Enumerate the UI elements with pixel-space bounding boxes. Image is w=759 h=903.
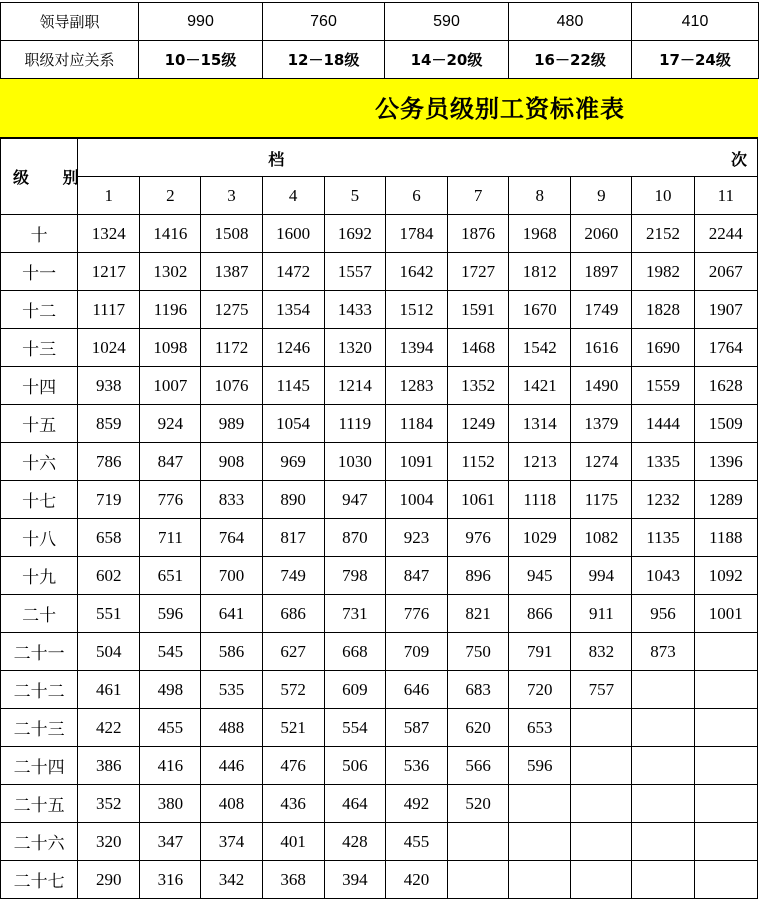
table-row <box>1 291 758 329</box>
salary-cell: 1054 <box>262 405 324 443</box>
salary-cell: 627 <box>262 633 324 671</box>
salary-cell <box>571 709 632 747</box>
grade-cell: 十四 <box>1 367 78 405</box>
step-number: 2 <box>140 177 201 215</box>
title-band <box>0 78 758 138</box>
salary-cell: 566 <box>448 747 509 785</box>
salary-cell: 2067 <box>694 253 757 291</box>
table-row <box>1 367 758 405</box>
leadership-row-value: 10－15级 <box>139 41 263 79</box>
table-row <box>1 329 758 367</box>
salary-cell: 866 <box>509 595 571 633</box>
step-header <box>78 139 758 177</box>
grade-cell: 二十七 <box>1 861 78 899</box>
salary-cell: 1812 <box>509 253 571 291</box>
grade-cell: 二十三 <box>1 709 78 747</box>
salary-cell: 1897 <box>571 253 632 291</box>
salary-cell <box>509 861 571 899</box>
salary-cell: 520 <box>448 785 509 823</box>
salary-cell: 1175 <box>571 481 632 519</box>
salary-cell: 347 <box>140 823 201 861</box>
step-number: 1 <box>78 177 140 215</box>
salary-cell: 1690 <box>632 329 694 367</box>
salary-cell: 764 <box>201 519 262 557</box>
leadership-row-value: 480 <box>509 3 632 41</box>
salary-cell: 596 <box>509 747 571 785</box>
grade-cell: 二十六 <box>1 823 78 861</box>
grade-cell: 十五 <box>1 405 78 443</box>
salary-cell: 847 <box>140 443 201 481</box>
salary-cell: 2152 <box>632 215 694 253</box>
salary-cell: 1509 <box>694 405 757 443</box>
salary-cell: 1433 <box>324 291 385 329</box>
salary-cell: 476 <box>262 747 324 785</box>
salary-cell: 653 <box>509 709 571 747</box>
step-header-ci: 次 <box>730 150 747 169</box>
header-row-dang <box>1 139 758 177</box>
salary-cell: 750 <box>448 633 509 671</box>
salary-cell <box>632 823 694 861</box>
salary-cell: 290 <box>78 861 140 899</box>
salary-cell: 602 <box>78 557 140 595</box>
salary-cell: 1828 <box>632 291 694 329</box>
salary-table <box>0 138 758 899</box>
salary-cell: 1214 <box>324 367 385 405</box>
salary-cell: 1749 <box>571 291 632 329</box>
table-row <box>1 253 758 291</box>
salary-cell: 1727 <box>448 253 509 291</box>
leadership-row-value: 760 <box>263 3 385 41</box>
grade-cell: 十 <box>1 215 78 253</box>
step-number: 5 <box>324 177 385 215</box>
salary-cell <box>448 823 509 861</box>
salary-cell <box>632 671 694 709</box>
salary-cell: 1320 <box>324 329 385 367</box>
salary-cell <box>694 785 757 823</box>
salary-cell: 380 <box>140 785 201 823</box>
salary-cell <box>694 709 757 747</box>
salary-cell: 859 <box>78 405 140 443</box>
salary-cell: 832 <box>571 633 632 671</box>
salary-cell: 620 <box>448 709 509 747</box>
table-row <box>1 633 758 671</box>
salary-cell: 1472 <box>262 253 324 291</box>
salary-cell: 646 <box>385 671 447 709</box>
salary-cell: 821 <box>448 595 509 633</box>
salary-cell: 1152 <box>448 443 509 481</box>
step-number: 7 <box>448 177 509 215</box>
grade-cell: 二十四 <box>1 747 78 785</box>
table-row <box>1 557 758 595</box>
salary-cell: 1354 <box>262 291 324 329</box>
salary-cell: 374 <box>201 823 262 861</box>
salary-cell <box>509 785 571 823</box>
salary-cell: 1335 <box>632 443 694 481</box>
salary-cell: 976 <box>448 519 509 557</box>
salary-cell: 446 <box>201 747 262 785</box>
salary-cell: 786 <box>78 443 140 481</box>
salary-cell: 651 <box>140 557 201 595</box>
leadership-row-value: 17－24级 <box>632 41 759 79</box>
grade-header: 级 别 <box>1 139 78 215</box>
salary-cell: 1043 <box>632 557 694 595</box>
salary-cell: 498 <box>140 671 201 709</box>
salary-cell: 352 <box>78 785 140 823</box>
salary-cell: 798 <box>324 557 385 595</box>
salary-cell: 1213 <box>509 443 571 481</box>
salary-cell: 609 <box>324 671 385 709</box>
salary-cell: 1387 <box>201 253 262 291</box>
salary-cell: 1061 <box>448 481 509 519</box>
salary-cell: 320 <box>78 823 140 861</box>
salary-cell: 1092 <box>694 557 757 595</box>
leadership-row <box>1 3 759 41</box>
leadership-table <box>0 2 759 79</box>
salary-cell: 1001 <box>694 595 757 633</box>
salary-cell: 1082 <box>571 519 632 557</box>
salary-cell: 956 <box>632 595 694 633</box>
salary-cell: 536 <box>385 747 447 785</box>
table-row <box>1 443 758 481</box>
salary-cell: 1004 <box>385 481 447 519</box>
salary-cell: 1642 <box>385 253 447 291</box>
salary-cell: 1135 <box>632 519 694 557</box>
salary-cell: 945 <box>509 557 571 595</box>
salary-cell <box>571 785 632 823</box>
salary-cell: 1591 <box>448 291 509 329</box>
salary-table-body <box>1 139 758 899</box>
table-row <box>1 595 758 633</box>
salary-cell: 1557 <box>324 253 385 291</box>
salary-cell: 1098 <box>140 329 201 367</box>
salary-cell: 1118 <box>509 481 571 519</box>
grade-cell: 二十一 <box>1 633 78 671</box>
salary-cell <box>448 861 509 899</box>
salary-cell: 1907 <box>694 291 757 329</box>
salary-cell: 911 <box>571 595 632 633</box>
salary-cell: 1416 <box>140 215 201 253</box>
salary-cell: 1490 <box>571 367 632 405</box>
grade-cell: 二十二 <box>1 671 78 709</box>
salary-cell: 586 <box>201 633 262 671</box>
salary-cell: 1188 <box>694 519 757 557</box>
salary-cell: 521 <box>262 709 324 747</box>
grade-cell: 二十 <box>1 595 78 633</box>
leadership-row-value: 410 <box>632 3 759 41</box>
salary-cell: 551 <box>78 595 140 633</box>
salary-cell: 1616 <box>571 329 632 367</box>
salary-cell: 1628 <box>694 367 757 405</box>
salary-cell: 720 <box>509 671 571 709</box>
salary-cell: 504 <box>78 633 140 671</box>
salary-cell: 420 <box>385 861 447 899</box>
salary-cell <box>571 823 632 861</box>
salary-cell: 719 <box>78 481 140 519</box>
salary-cell: 488 <box>201 709 262 747</box>
salary-cell <box>632 861 694 899</box>
salary-cell: 908 <box>201 443 262 481</box>
salary-cell: 1670 <box>509 291 571 329</box>
salary-cell: 686 <box>262 595 324 633</box>
leadership-row-value: 12－18级 <box>263 41 385 79</box>
salary-cell: 847 <box>385 557 447 595</box>
table-row <box>1 785 758 823</box>
salary-cell: 572 <box>262 671 324 709</box>
salary-cell: 535 <box>201 671 262 709</box>
salary-cell: 1468 <box>448 329 509 367</box>
step-number: 10 <box>632 177 694 215</box>
leadership-row-label: 领导副职 <box>1 3 139 41</box>
salary-cell: 1029 <box>509 519 571 557</box>
salary-cell <box>571 861 632 899</box>
salary-cell: 1274 <box>571 443 632 481</box>
grade-cell: 十六 <box>1 443 78 481</box>
salary-cell <box>571 747 632 785</box>
salary-cell: 683 <box>448 671 509 709</box>
salary-cell: 554 <box>324 709 385 747</box>
salary-cell: 1968 <box>509 215 571 253</box>
salary-cell: 1117 <box>78 291 140 329</box>
leadership-row-value: 16－22级 <box>509 41 632 79</box>
salary-cell: 1232 <box>632 481 694 519</box>
salary-cell: 1324 <box>78 215 140 253</box>
salary-cell: 938 <box>78 367 140 405</box>
salary-cell: 947 <box>324 481 385 519</box>
salary-cell: 1145 <box>262 367 324 405</box>
leadership-row-value: 590 <box>385 3 509 41</box>
table-row <box>1 709 758 747</box>
salary-cell: 776 <box>140 481 201 519</box>
salary-cell: 1379 <box>571 405 632 443</box>
leadership-row-label: 职级对应关系 <box>1 41 139 79</box>
salary-cell: 1784 <box>385 215 447 253</box>
salary-cell: 890 <box>262 481 324 519</box>
step-number: 4 <box>262 177 324 215</box>
salary-cell: 428 <box>324 823 385 861</box>
salary-cell: 455 <box>140 709 201 747</box>
salary-cell: 924 <box>140 405 201 443</box>
salary-cell <box>509 823 571 861</box>
salary-cell: 668 <box>324 633 385 671</box>
grade-cell: 十二 <box>1 291 78 329</box>
salary-cell: 870 <box>324 519 385 557</box>
salary-cell: 1024 <box>78 329 140 367</box>
salary-cell: 923 <box>385 519 447 557</box>
salary-cell: 791 <box>509 633 571 671</box>
table-row <box>1 671 758 709</box>
leadership-row-value: 990 <box>139 3 263 41</box>
salary-cell: 1217 <box>78 253 140 291</box>
table-row <box>1 747 758 785</box>
salary-cell <box>694 823 757 861</box>
salary-cell: 1091 <box>385 443 447 481</box>
salary-cell: 436 <box>262 785 324 823</box>
salary-cell: 2244 <box>694 215 757 253</box>
step-header-dang: 档 <box>268 150 285 169</box>
salary-cell: 896 <box>448 557 509 595</box>
page-title: 公务员级别工资标准表 <box>375 95 625 123</box>
salary-cell: 1119 <box>324 405 385 443</box>
salary-cell: 401 <box>262 823 324 861</box>
salary-cell: 1764 <box>694 329 757 367</box>
salary-cell: 1007 <box>140 367 201 405</box>
salary-cell: 1396 <box>694 443 757 481</box>
salary-cell: 711 <box>140 519 201 557</box>
salary-cell: 873 <box>632 633 694 671</box>
salary-cell: 492 <box>385 785 447 823</box>
salary-cell: 1172 <box>201 329 262 367</box>
salary-cell: 1352 <box>448 367 509 405</box>
salary-cell: 1283 <box>385 367 447 405</box>
salary-cell: 776 <box>385 595 447 633</box>
salary-cell: 1542 <box>509 329 571 367</box>
salary-cell: 1394 <box>385 329 447 367</box>
salary-cell: 1246 <box>262 329 324 367</box>
salary-cell: 1600 <box>262 215 324 253</box>
salary-cell: 817 <box>262 519 324 557</box>
grade-cell: 十三 <box>1 329 78 367</box>
salary-cell: 641 <box>201 595 262 633</box>
step-number: 11 <box>694 177 757 215</box>
salary-cell: 1076 <box>201 367 262 405</box>
salary-cell: 386 <box>78 747 140 785</box>
salary-cell: 833 <box>201 481 262 519</box>
salary-cell: 658 <box>78 519 140 557</box>
salary-cell: 342 <box>201 861 262 899</box>
salary-cell: 596 <box>140 595 201 633</box>
salary-cell: 506 <box>324 747 385 785</box>
salary-cell: 455 <box>385 823 447 861</box>
salary-cell: 2060 <box>571 215 632 253</box>
grade-cell: 二十五 <box>1 785 78 823</box>
salary-cell: 416 <box>140 747 201 785</box>
salary-cell: 408 <box>201 785 262 823</box>
table-row <box>1 823 758 861</box>
salary-cell: 461 <box>78 671 140 709</box>
step-number: 6 <box>385 177 447 215</box>
salary-cell: 316 <box>140 861 201 899</box>
salary-cell <box>694 747 757 785</box>
salary-cell: 368 <box>262 861 324 899</box>
leadership-row <box>1 41 759 79</box>
salary-cell: 1314 <box>509 405 571 443</box>
salary-cell: 969 <box>262 443 324 481</box>
step-number: 3 <box>201 177 262 215</box>
salary-cell: 1196 <box>140 291 201 329</box>
salary-cell <box>694 633 757 671</box>
salary-cell: 1559 <box>632 367 694 405</box>
salary-cell: 422 <box>78 709 140 747</box>
salary-cell: 1508 <box>201 215 262 253</box>
grade-cell: 十九 <box>1 557 78 595</box>
salary-cell: 1444 <box>632 405 694 443</box>
table-row <box>1 861 758 899</box>
table-row <box>1 405 758 443</box>
salary-cell <box>632 709 694 747</box>
salary-cell: 1692 <box>324 215 385 253</box>
salary-cell: 1421 <box>509 367 571 405</box>
leadership-table-body <box>1 3 759 79</box>
grade-cell: 十一 <box>1 253 78 291</box>
salary-cell: 545 <box>140 633 201 671</box>
salary-cell: 1249 <box>448 405 509 443</box>
step-number: 8 <box>509 177 571 215</box>
salary-cell: 394 <box>324 861 385 899</box>
grade-cell: 十七 <box>1 481 78 519</box>
salary-cell: 1876 <box>448 215 509 253</box>
salary-cell: 1289 <box>694 481 757 519</box>
salary-cell: 994 <box>571 557 632 595</box>
salary-cell <box>632 785 694 823</box>
salary-cell: 1184 <box>385 405 447 443</box>
grade-cell: 十八 <box>1 519 78 557</box>
header-row-steps <box>1 177 758 215</box>
salary-cell: 709 <box>385 633 447 671</box>
salary-cell: 757 <box>571 671 632 709</box>
salary-cell: 1030 <box>324 443 385 481</box>
salary-cell: 700 <box>201 557 262 595</box>
salary-cell: 1982 <box>632 253 694 291</box>
salary-cell <box>632 747 694 785</box>
salary-cell: 731 <box>324 595 385 633</box>
table-row <box>1 215 758 253</box>
salary-cell: 989 <box>201 405 262 443</box>
salary-cell: 1512 <box>385 291 447 329</box>
salary-cell: 749 <box>262 557 324 595</box>
salary-cell: 1302 <box>140 253 201 291</box>
salary-cell: 464 <box>324 785 385 823</box>
salary-cell: 1275 <box>201 291 262 329</box>
salary-cell <box>694 861 757 899</box>
leadership-row-value: 14－20级 <box>385 41 509 79</box>
salary-cell <box>694 671 757 709</box>
table-row <box>1 519 758 557</box>
table-row <box>1 481 758 519</box>
salary-cell: 587 <box>385 709 447 747</box>
step-number: 9 <box>571 177 632 215</box>
